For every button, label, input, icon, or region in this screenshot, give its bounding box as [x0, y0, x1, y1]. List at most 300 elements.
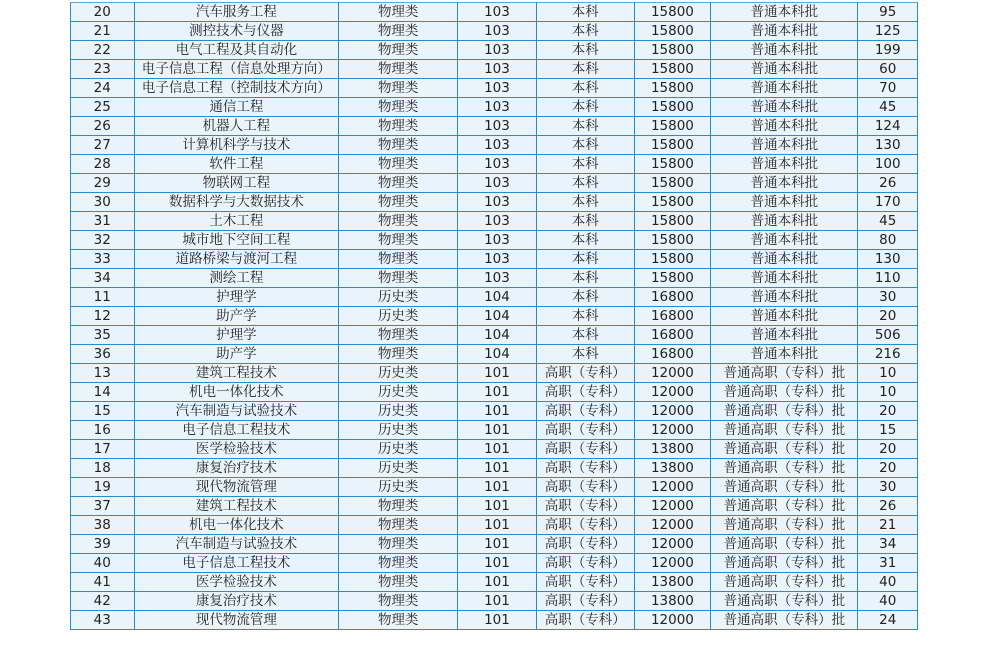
subject-category-cell: 物理类	[339, 269, 458, 288]
major-name-cell: 物联网工程	[134, 174, 339, 193]
group-code-cell: 101	[458, 611, 537, 630]
row-number-cell: 12	[71, 307, 135, 326]
table-row	[71, 193, 918, 212]
admission-batch-cell: 普通本科批	[711, 174, 858, 193]
row-number-cell: 20	[71, 3, 135, 22]
tuition-fee-cell: 16800	[634, 288, 711, 307]
subject-category-cell: 历史类	[339, 364, 458, 383]
row-number-cell: 15	[71, 402, 135, 421]
group-code-cell: 101	[458, 592, 537, 611]
tuition-fee-cell: 12000	[634, 516, 711, 535]
group-code-cell: 103	[458, 79, 537, 98]
major-name-cell: 电子信息工程（控制技术方向）	[134, 79, 339, 98]
table-row	[71, 421, 918, 440]
plan-count-cell: 20	[858, 440, 918, 459]
table-row	[71, 41, 918, 60]
tuition-fee-cell: 12000	[634, 478, 711, 497]
group-code-cell: 103	[458, 212, 537, 231]
table-row	[71, 364, 918, 383]
major-name-cell: 建筑工程技术	[134, 497, 339, 516]
subject-category-cell: 物理类	[339, 345, 458, 364]
group-code-cell: 103	[458, 269, 537, 288]
row-number-cell: 17	[71, 440, 135, 459]
education-level-cell: 本科	[536, 136, 634, 155]
admission-batch-cell: 普通高职（专科）批	[711, 535, 858, 554]
table-row	[71, 174, 918, 193]
group-code-cell: 101	[458, 516, 537, 535]
admission-batch-cell: 普通高职（专科）批	[711, 402, 858, 421]
row-number-cell: 13	[71, 364, 135, 383]
group-code-cell: 103	[458, 155, 537, 174]
subject-category-cell: 历史类	[339, 383, 458, 402]
enrollment-plan-sheet	[70, 2, 918, 630]
table-row	[71, 60, 918, 79]
row-number-cell: 16	[71, 421, 135, 440]
major-name-cell: 护理学	[134, 326, 339, 345]
plan-count-cell: 100	[858, 155, 918, 174]
table-row	[71, 516, 918, 535]
major-name-cell: 通信工程	[134, 98, 339, 117]
group-code-cell: 104	[458, 288, 537, 307]
admission-batch-cell: 普通本科批	[711, 155, 858, 174]
education-level-cell: 高职（专科）	[536, 421, 634, 440]
table-row	[71, 478, 918, 497]
major-name-cell: 汽车制造与试验技术	[134, 535, 339, 554]
row-number-cell: 39	[71, 535, 135, 554]
group-code-cell: 103	[458, 250, 537, 269]
tuition-fee-cell: 15800	[634, 117, 711, 136]
plan-count-cell: 20	[858, 459, 918, 478]
major-name-cell: 助产学	[134, 307, 339, 326]
major-name-cell: 医学检验技术	[134, 573, 339, 592]
admission-batch-cell: 普通本科批	[711, 136, 858, 155]
plan-count-cell: 40	[858, 592, 918, 611]
subject-category-cell: 历史类	[339, 459, 458, 478]
group-code-cell: 104	[458, 345, 537, 364]
education-level-cell: 本科	[536, 174, 634, 193]
education-level-cell: 高职（专科）	[536, 364, 634, 383]
education-level-cell: 高职（专科）	[536, 554, 634, 573]
table-row	[71, 592, 918, 611]
subject-category-cell: 物理类	[339, 212, 458, 231]
major-name-cell: 电子信息工程技术	[134, 554, 339, 573]
education-level-cell: 本科	[536, 60, 634, 79]
tuition-fee-cell: 15800	[634, 3, 711, 22]
admission-batch-cell: 普通高职（专科）批	[711, 459, 858, 478]
subject-category-cell: 历史类	[339, 288, 458, 307]
row-number-cell: 36	[71, 345, 135, 364]
education-level-cell: 高职（专科）	[536, 440, 634, 459]
group-code-cell: 103	[458, 174, 537, 193]
table-row	[71, 288, 918, 307]
subject-category-cell: 物理类	[339, 60, 458, 79]
plan-count-cell: 15	[858, 421, 918, 440]
table-row	[71, 440, 918, 459]
plan-count-cell: 110	[858, 269, 918, 288]
admission-batch-cell: 普通高职（专科）批	[711, 440, 858, 459]
admission-batch-cell: 普通高职（专科）批	[711, 611, 858, 630]
table-row	[71, 611, 918, 630]
subject-category-cell: 历史类	[339, 307, 458, 326]
major-name-cell: 测绘工程	[134, 269, 339, 288]
tuition-fee-cell: 16800	[634, 345, 711, 364]
row-number-cell: 32	[71, 231, 135, 250]
group-code-cell: 101	[458, 497, 537, 516]
subject-category-cell: 物理类	[339, 250, 458, 269]
plan-count-cell: 124	[858, 117, 918, 136]
major-name-cell: 计算机科学与技术	[134, 136, 339, 155]
admission-batch-cell: 普通本科批	[711, 79, 858, 98]
table-row	[71, 573, 918, 592]
tuition-fee-cell: 15800	[634, 193, 711, 212]
table-row	[71, 307, 918, 326]
group-code-cell: 101	[458, 402, 537, 421]
education-level-cell: 本科	[536, 3, 634, 22]
row-number-cell: 34	[71, 269, 135, 288]
subject-category-cell: 历史类	[339, 402, 458, 421]
tuition-fee-cell: 15800	[634, 155, 711, 174]
tuition-fee-cell: 16800	[634, 326, 711, 345]
group-code-cell: 101	[458, 459, 537, 478]
group-code-cell: 103	[458, 193, 537, 212]
table-row	[71, 231, 918, 250]
table-row	[71, 535, 918, 554]
table-row	[71, 269, 918, 288]
row-number-cell: 23	[71, 60, 135, 79]
education-level-cell: 高职（专科）	[536, 611, 634, 630]
education-level-cell: 本科	[536, 193, 634, 212]
tuition-fee-cell: 15800	[634, 41, 711, 60]
major-name-cell: 汽车制造与试验技术	[134, 402, 339, 421]
subject-category-cell: 物理类	[339, 174, 458, 193]
plan-count-cell: 125	[858, 22, 918, 41]
group-code-cell: 101	[458, 478, 537, 497]
tuition-fee-cell: 15800	[634, 60, 711, 79]
major-name-cell: 机器人工程	[134, 117, 339, 136]
tuition-fee-cell: 15800	[634, 174, 711, 193]
major-name-cell: 机电一体化技术	[134, 516, 339, 535]
admission-batch-cell: 普通本科批	[711, 22, 858, 41]
row-number-cell: 19	[71, 478, 135, 497]
plan-count-cell: 45	[858, 98, 918, 117]
subject-category-cell: 物理类	[339, 497, 458, 516]
subject-category-cell: 物理类	[339, 573, 458, 592]
row-number-cell: 41	[71, 573, 135, 592]
plan-count-cell: 31	[858, 554, 918, 573]
row-number-cell: 40	[71, 554, 135, 573]
admission-batch-cell: 普通本科批	[711, 193, 858, 212]
table-row	[71, 402, 918, 421]
tuition-fee-cell: 12000	[634, 554, 711, 573]
subject-category-cell: 历史类	[339, 440, 458, 459]
major-name-cell: 现代物流管理	[134, 478, 339, 497]
major-name-cell: 建筑工程技术	[134, 364, 339, 383]
education-level-cell: 本科	[536, 155, 634, 174]
plan-count-cell: 60	[858, 60, 918, 79]
tuition-fee-cell: 15800	[634, 231, 711, 250]
education-level-cell: 高职（专科）	[536, 497, 634, 516]
subject-category-cell: 物理类	[339, 554, 458, 573]
tuition-fee-cell: 15800	[634, 79, 711, 98]
education-level-cell: 高职（专科）	[536, 573, 634, 592]
subject-category-cell: 物理类	[339, 79, 458, 98]
major-name-cell: 现代物流管理	[134, 611, 339, 630]
admission-batch-cell: 普通本科批	[711, 117, 858, 136]
education-level-cell: 高职（专科）	[536, 478, 634, 497]
education-level-cell: 高职（专科）	[536, 402, 634, 421]
plan-count-cell: 30	[858, 478, 918, 497]
plan-count-cell: 130	[858, 136, 918, 155]
education-level-cell: 本科	[536, 117, 634, 136]
table-row	[71, 250, 918, 269]
tuition-fee-cell: 15800	[634, 250, 711, 269]
plan-count-cell: 199	[858, 41, 918, 60]
major-name-cell: 电子信息工程（信息处理方向）	[134, 60, 339, 79]
row-number-cell: 29	[71, 174, 135, 193]
admission-batch-cell: 普通本科批	[711, 250, 858, 269]
group-code-cell: 103	[458, 136, 537, 155]
major-name-cell: 助产学	[134, 345, 339, 364]
plan-count-cell: 40	[858, 573, 918, 592]
major-name-cell: 软件工程	[134, 155, 339, 174]
education-level-cell: 高职（专科）	[536, 516, 634, 535]
admission-batch-cell: 普通高职（专科）批	[711, 554, 858, 573]
table-row	[71, 383, 918, 402]
major-name-cell: 护理学	[134, 288, 339, 307]
education-level-cell: 高职（专科）	[536, 592, 634, 611]
row-number-cell: 30	[71, 193, 135, 212]
plan-count-cell: 95	[858, 3, 918, 22]
plan-count-cell: 170	[858, 193, 918, 212]
admission-batch-cell: 普通高职（专科）批	[711, 478, 858, 497]
tuition-fee-cell: 15800	[634, 22, 711, 41]
subject-category-cell: 物理类	[339, 136, 458, 155]
enrollment-plan-table	[70, 2, 918, 630]
group-code-cell: 103	[458, 22, 537, 41]
table-row	[71, 22, 918, 41]
row-number-cell: 25	[71, 98, 135, 117]
admission-batch-cell: 普通本科批	[711, 60, 858, 79]
admission-batch-cell: 普通高职（专科）批	[711, 516, 858, 535]
group-code-cell: 101	[458, 364, 537, 383]
group-code-cell: 101	[458, 383, 537, 402]
group-code-cell: 103	[458, 98, 537, 117]
plan-count-cell: 20	[858, 307, 918, 326]
group-code-cell: 103	[458, 3, 537, 22]
table-row	[71, 3, 918, 22]
subject-category-cell: 物理类	[339, 41, 458, 60]
table-body	[71, 3, 918, 630]
major-name-cell: 电子信息工程技术	[134, 421, 339, 440]
group-code-cell: 103	[458, 41, 537, 60]
education-level-cell: 本科	[536, 269, 634, 288]
plan-count-cell: 21	[858, 516, 918, 535]
row-number-cell: 11	[71, 288, 135, 307]
plan-count-cell: 130	[858, 250, 918, 269]
plan-count-cell: 10	[858, 364, 918, 383]
group-code-cell: 103	[458, 231, 537, 250]
table-row	[71, 459, 918, 478]
education-level-cell: 高职（专科）	[536, 535, 634, 554]
admission-batch-cell: 普通本科批	[711, 212, 858, 231]
row-number-cell: 28	[71, 155, 135, 174]
row-number-cell: 42	[71, 592, 135, 611]
education-level-cell: 本科	[536, 22, 634, 41]
plan-count-cell: 34	[858, 535, 918, 554]
major-name-cell: 测控技术与仪器	[134, 22, 339, 41]
tuition-fee-cell: 12000	[634, 383, 711, 402]
group-code-cell: 101	[458, 421, 537, 440]
subject-category-cell: 物理类	[339, 155, 458, 174]
major-name-cell: 数据科学与大数据技术	[134, 193, 339, 212]
education-level-cell: 本科	[536, 345, 634, 364]
admission-batch-cell: 普通本科批	[711, 345, 858, 364]
group-code-cell: 104	[458, 326, 537, 345]
admission-batch-cell: 普通本科批	[711, 41, 858, 60]
row-number-cell: 26	[71, 117, 135, 136]
table-row	[71, 136, 918, 155]
education-level-cell: 本科	[536, 231, 634, 250]
table-row	[71, 117, 918, 136]
education-level-cell: 本科	[536, 307, 634, 326]
group-code-cell: 101	[458, 573, 537, 592]
subject-category-cell: 物理类	[339, 231, 458, 250]
group-code-cell: 101	[458, 554, 537, 573]
admission-batch-cell: 普通本科批	[711, 269, 858, 288]
subject-category-cell: 物理类	[339, 193, 458, 212]
major-name-cell: 城市地下空间工程	[134, 231, 339, 250]
tuition-fee-cell: 16800	[634, 307, 711, 326]
subject-category-cell: 历史类	[339, 421, 458, 440]
row-number-cell: 24	[71, 79, 135, 98]
tuition-fee-cell: 12000	[634, 421, 711, 440]
admission-batch-cell: 普通高职（专科）批	[711, 421, 858, 440]
admission-batch-cell: 普通本科批	[711, 307, 858, 326]
major-name-cell: 汽车服务工程	[134, 3, 339, 22]
education-level-cell: 本科	[536, 79, 634, 98]
row-number-cell: 22	[71, 41, 135, 60]
group-code-cell: 104	[458, 307, 537, 326]
plan-count-cell: 216	[858, 345, 918, 364]
plan-count-cell: 70	[858, 79, 918, 98]
subject-category-cell: 历史类	[339, 478, 458, 497]
table-row	[71, 326, 918, 345]
subject-category-cell: 物理类	[339, 22, 458, 41]
tuition-fee-cell: 12000	[634, 497, 711, 516]
subject-category-cell: 物理类	[339, 3, 458, 22]
table-row	[71, 345, 918, 364]
row-number-cell: 43	[71, 611, 135, 630]
subject-category-cell: 物理类	[339, 611, 458, 630]
row-number-cell: 27	[71, 136, 135, 155]
education-level-cell: 本科	[536, 288, 634, 307]
major-name-cell: 土木工程	[134, 212, 339, 231]
plan-count-cell: 10	[858, 383, 918, 402]
education-level-cell: 本科	[536, 98, 634, 117]
plan-count-cell: 506	[858, 326, 918, 345]
plan-count-cell: 26	[858, 497, 918, 516]
tuition-fee-cell: 12000	[634, 364, 711, 383]
group-code-cell: 101	[458, 440, 537, 459]
row-number-cell: 35	[71, 326, 135, 345]
row-number-cell: 37	[71, 497, 135, 516]
admission-batch-cell: 普通本科批	[711, 231, 858, 250]
row-number-cell: 33	[71, 250, 135, 269]
tuition-fee-cell: 15800	[634, 136, 711, 155]
row-number-cell: 38	[71, 516, 135, 535]
tuition-fee-cell: 12000	[634, 535, 711, 554]
tuition-fee-cell: 15800	[634, 98, 711, 117]
major-name-cell: 道路桥梁与渡河工程	[134, 250, 339, 269]
plan-count-cell: 80	[858, 231, 918, 250]
group-code-cell: 103	[458, 117, 537, 136]
education-level-cell: 本科	[536, 41, 634, 60]
tuition-fee-cell: 15800	[634, 269, 711, 288]
table-row	[71, 497, 918, 516]
plan-count-cell: 30	[858, 288, 918, 307]
major-name-cell: 电气工程及其自动化	[134, 41, 339, 60]
subject-category-cell: 物理类	[339, 516, 458, 535]
row-number-cell: 21	[71, 22, 135, 41]
admission-batch-cell: 普通本科批	[711, 326, 858, 345]
education-level-cell: 本科	[536, 212, 634, 231]
admission-batch-cell: 普通高职（专科）批	[711, 592, 858, 611]
admission-batch-cell: 普通高职（专科）批	[711, 497, 858, 516]
admission-batch-cell: 普通本科批	[711, 288, 858, 307]
education-level-cell: 高职（专科）	[536, 383, 634, 402]
education-level-cell: 本科	[536, 250, 634, 269]
major-name-cell: 康复治疗技术	[134, 592, 339, 611]
education-level-cell: 本科	[536, 326, 634, 345]
admission-batch-cell: 普通高职（专科）批	[711, 364, 858, 383]
major-name-cell: 康复治疗技术	[134, 459, 339, 478]
admission-batch-cell: 普通高职（专科）批	[711, 383, 858, 402]
tuition-fee-cell: 15800	[634, 212, 711, 231]
subject-category-cell: 物理类	[339, 326, 458, 345]
table-row	[71, 554, 918, 573]
table-row	[71, 212, 918, 231]
plan-count-cell: 26	[858, 174, 918, 193]
tuition-fee-cell: 13800	[634, 440, 711, 459]
tuition-fee-cell: 12000	[634, 611, 711, 630]
plan-count-cell: 24	[858, 611, 918, 630]
tuition-fee-cell: 12000	[634, 402, 711, 421]
group-code-cell: 103	[458, 60, 537, 79]
table-row	[71, 155, 918, 174]
admission-batch-cell: 普通高职（专科）批	[711, 573, 858, 592]
education-level-cell: 高职（专科）	[536, 459, 634, 478]
admission-batch-cell: 普通本科批	[711, 98, 858, 117]
subject-category-cell: 物理类	[339, 535, 458, 554]
plan-count-cell: 45	[858, 212, 918, 231]
group-code-cell: 101	[458, 535, 537, 554]
plan-count-cell: 20	[858, 402, 918, 421]
subject-category-cell: 物理类	[339, 592, 458, 611]
row-number-cell: 14	[71, 383, 135, 402]
table-row	[71, 98, 918, 117]
tuition-fee-cell: 13800	[634, 592, 711, 611]
row-number-cell: 18	[71, 459, 135, 478]
row-number-cell: 31	[71, 212, 135, 231]
table-row	[71, 79, 918, 98]
tuition-fee-cell: 13800	[634, 459, 711, 478]
major-name-cell: 医学检验技术	[134, 440, 339, 459]
subject-category-cell: 物理类	[339, 117, 458, 136]
tuition-fee-cell: 13800	[634, 573, 711, 592]
admission-batch-cell: 普通本科批	[711, 3, 858, 22]
major-name-cell: 机电一体化技术	[134, 383, 339, 402]
subject-category-cell: 物理类	[339, 98, 458, 117]
